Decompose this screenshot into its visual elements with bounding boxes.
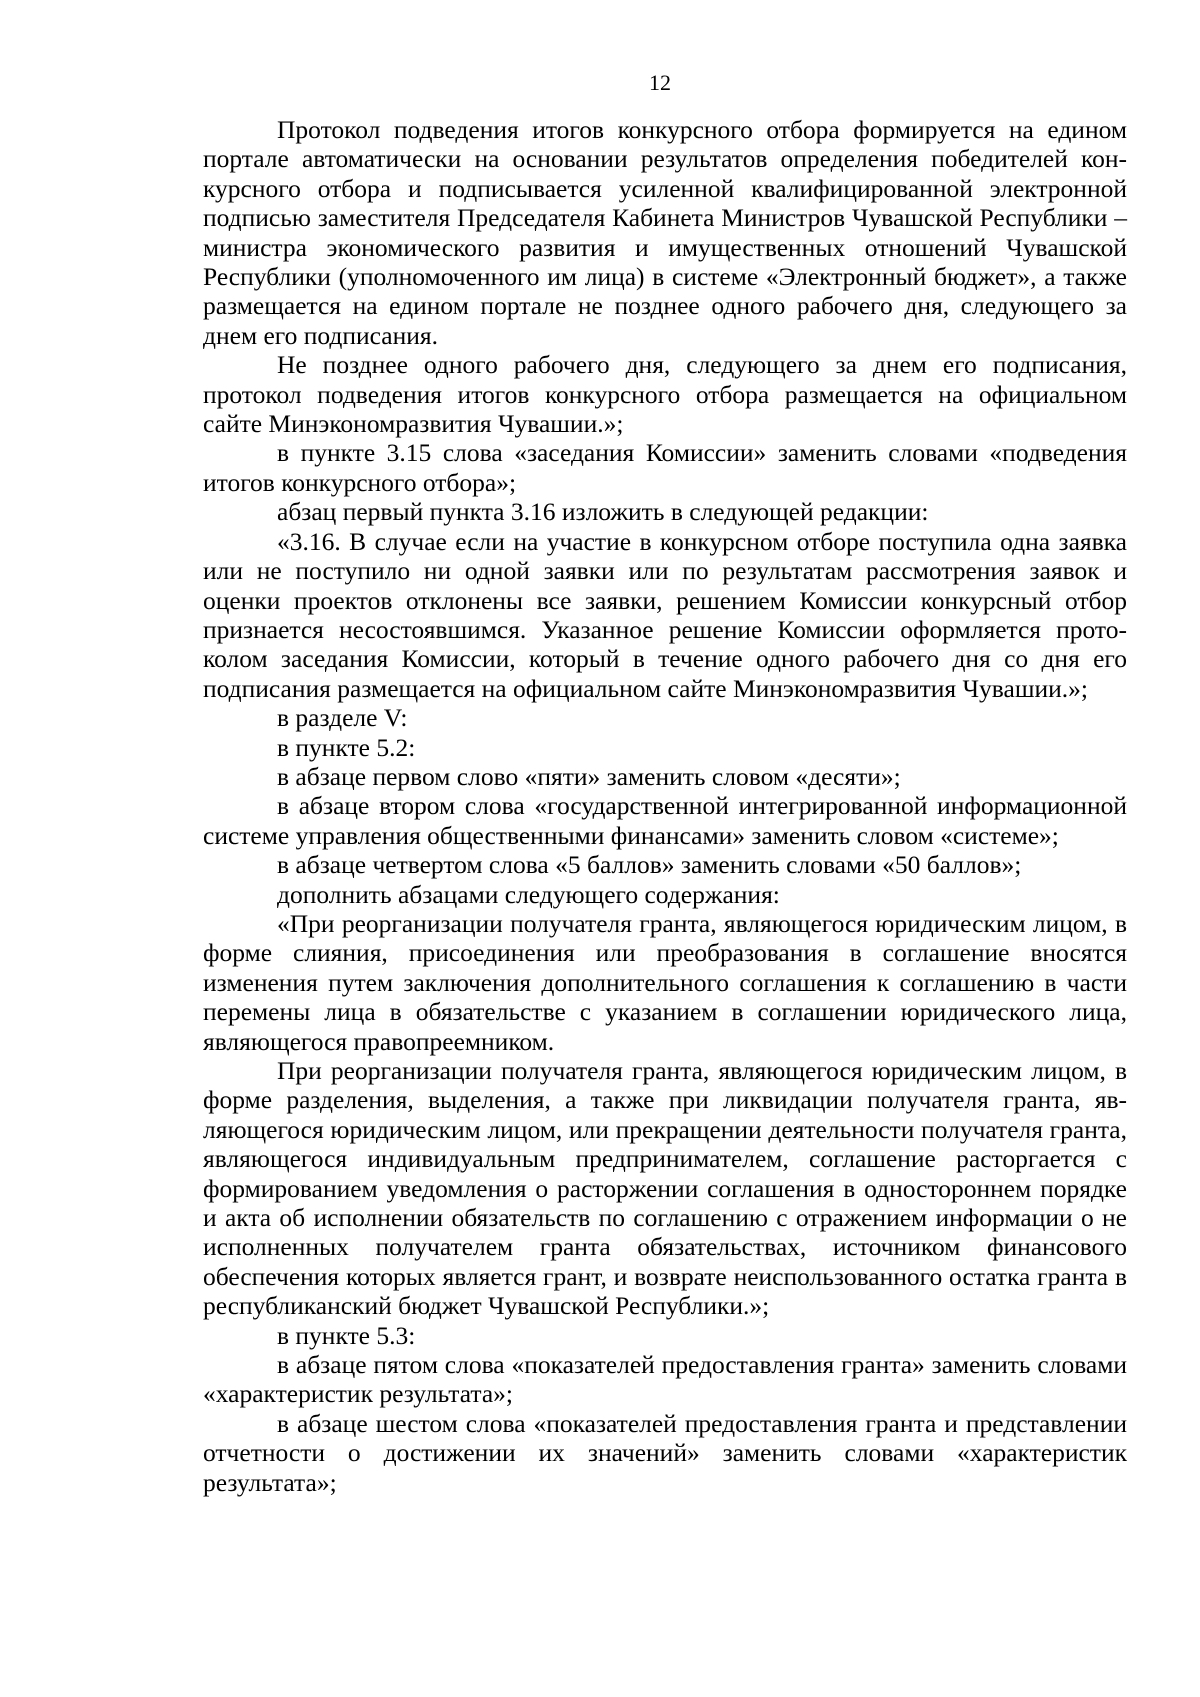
- paragraph: При реорганизации получателя гранта, являющегося юридическим лицом, в форме разделения, выделения, а также при ликвидации получателя гранта, являющегося юридическим лицом, или прекращении деятельности получателя гранта, являющегося индивидуальным предпринимателем, соглашение расторгается с формированием уведомления о расторжении соглашения в одностороннем порядке и акта об исполнении обязательств по соглашению с отражением информации о не исполненных получателем гранта обязательствах, источником финансового обеспечения которых является грант, и возврате неиспользованного остатка гранта в республиканский бюджет Чувашской Республики.»;: [203, 1056, 1127, 1321]
- paragraph: в абзаце четвертом слова «5 баллов» заменить словами «50 баллов»;: [277, 850, 1022, 880]
- page-number: 12: [649, 70, 671, 95]
- paragraph: в абзаце пятом слова «показателей предоставления гранта» заменить словами «характеристик результата»;: [203, 1350, 1127, 1409]
- paragraph: Протокол подведения итогов конкурсного отбора формируется на едином портале автоматически на основании результатов определения победителей конкурсного отбора и подписывается усиленной квалифицированной электронной подписью заместителя Председателя Кабинета Министров Чувашской Республики – министра экономического развития и имущественных отношений Чувашской Республики (уполномоченного им лица) в системе «Электронный бюджет», а также размещается на едином портале не позднее одного рабочего дня, следующего за днем его подписания.: [203, 115, 1127, 350]
- paragraph: в абзаце первом слово «пяти» заменить словом «десяти»;: [277, 761, 901, 791]
- paragraph: в абзаце втором слова «государственной интегрированной информационной системе управления общественными финансами» заменить словом «системе»;: [203, 791, 1127, 850]
- paragraph: дополнить абзацами следующего содержания:: [277, 879, 780, 909]
- paragraph: в разделе V:: [277, 703, 408, 733]
- document-body: [203, 115, 1127, 1497]
- paragraph: в абзаце шестом слова «показателей предоставления гранта и представлении отчетности о достижении их значений» заменить словами «характеристик результата»;: [203, 1408, 1127, 1497]
- paragraph: в пункте 5.3:: [277, 1320, 416, 1350]
- paragraph: в пункте 5.2:: [277, 732, 416, 762]
- paragraph: «3.16. В случае если на участие в конкурсном отборе поступила одна заявка или не поступило ни одной заявки или по результатам рассмотрения заявок и оценки проектов отклонены все заявки, решением Комиссии конкурсный отбор признается несостоявшимся. Указанное решение Комиссии оформляется протоколом заседания Комиссии, который в течение одного рабочего дня со дня его подписания размещается на официальном сайте Минэкономразвития Чувашии.»;: [203, 526, 1127, 703]
- paragraph: абзац первый пункта 3.16 изложить в следующей редакции:: [277, 497, 929, 527]
- paragraph: в пункте 3.15 слова «заседания Комиссии» заменить словами «подведения итогов конкурсного отбора»;: [203, 438, 1127, 497]
- paragraph: Не позднее одного рабочего дня, следующего за днем его подписания, протокол подведения итогов конкурсного отбора размещается на официальном сайте Минэкономразвития Чувашии.»;: [203, 350, 1127, 439]
- paragraph: «При реорганизации получателя гранта, являющегося юридическим лицом, в форме слияния, присоединения или преобразования в соглашение вносятся изменения путем заключения дополнительного соглашения к соглашению в части перемены лица в обязательстве с указанием в соглашении юридического лица, являющегося правопреемником.: [203, 908, 1127, 1056]
